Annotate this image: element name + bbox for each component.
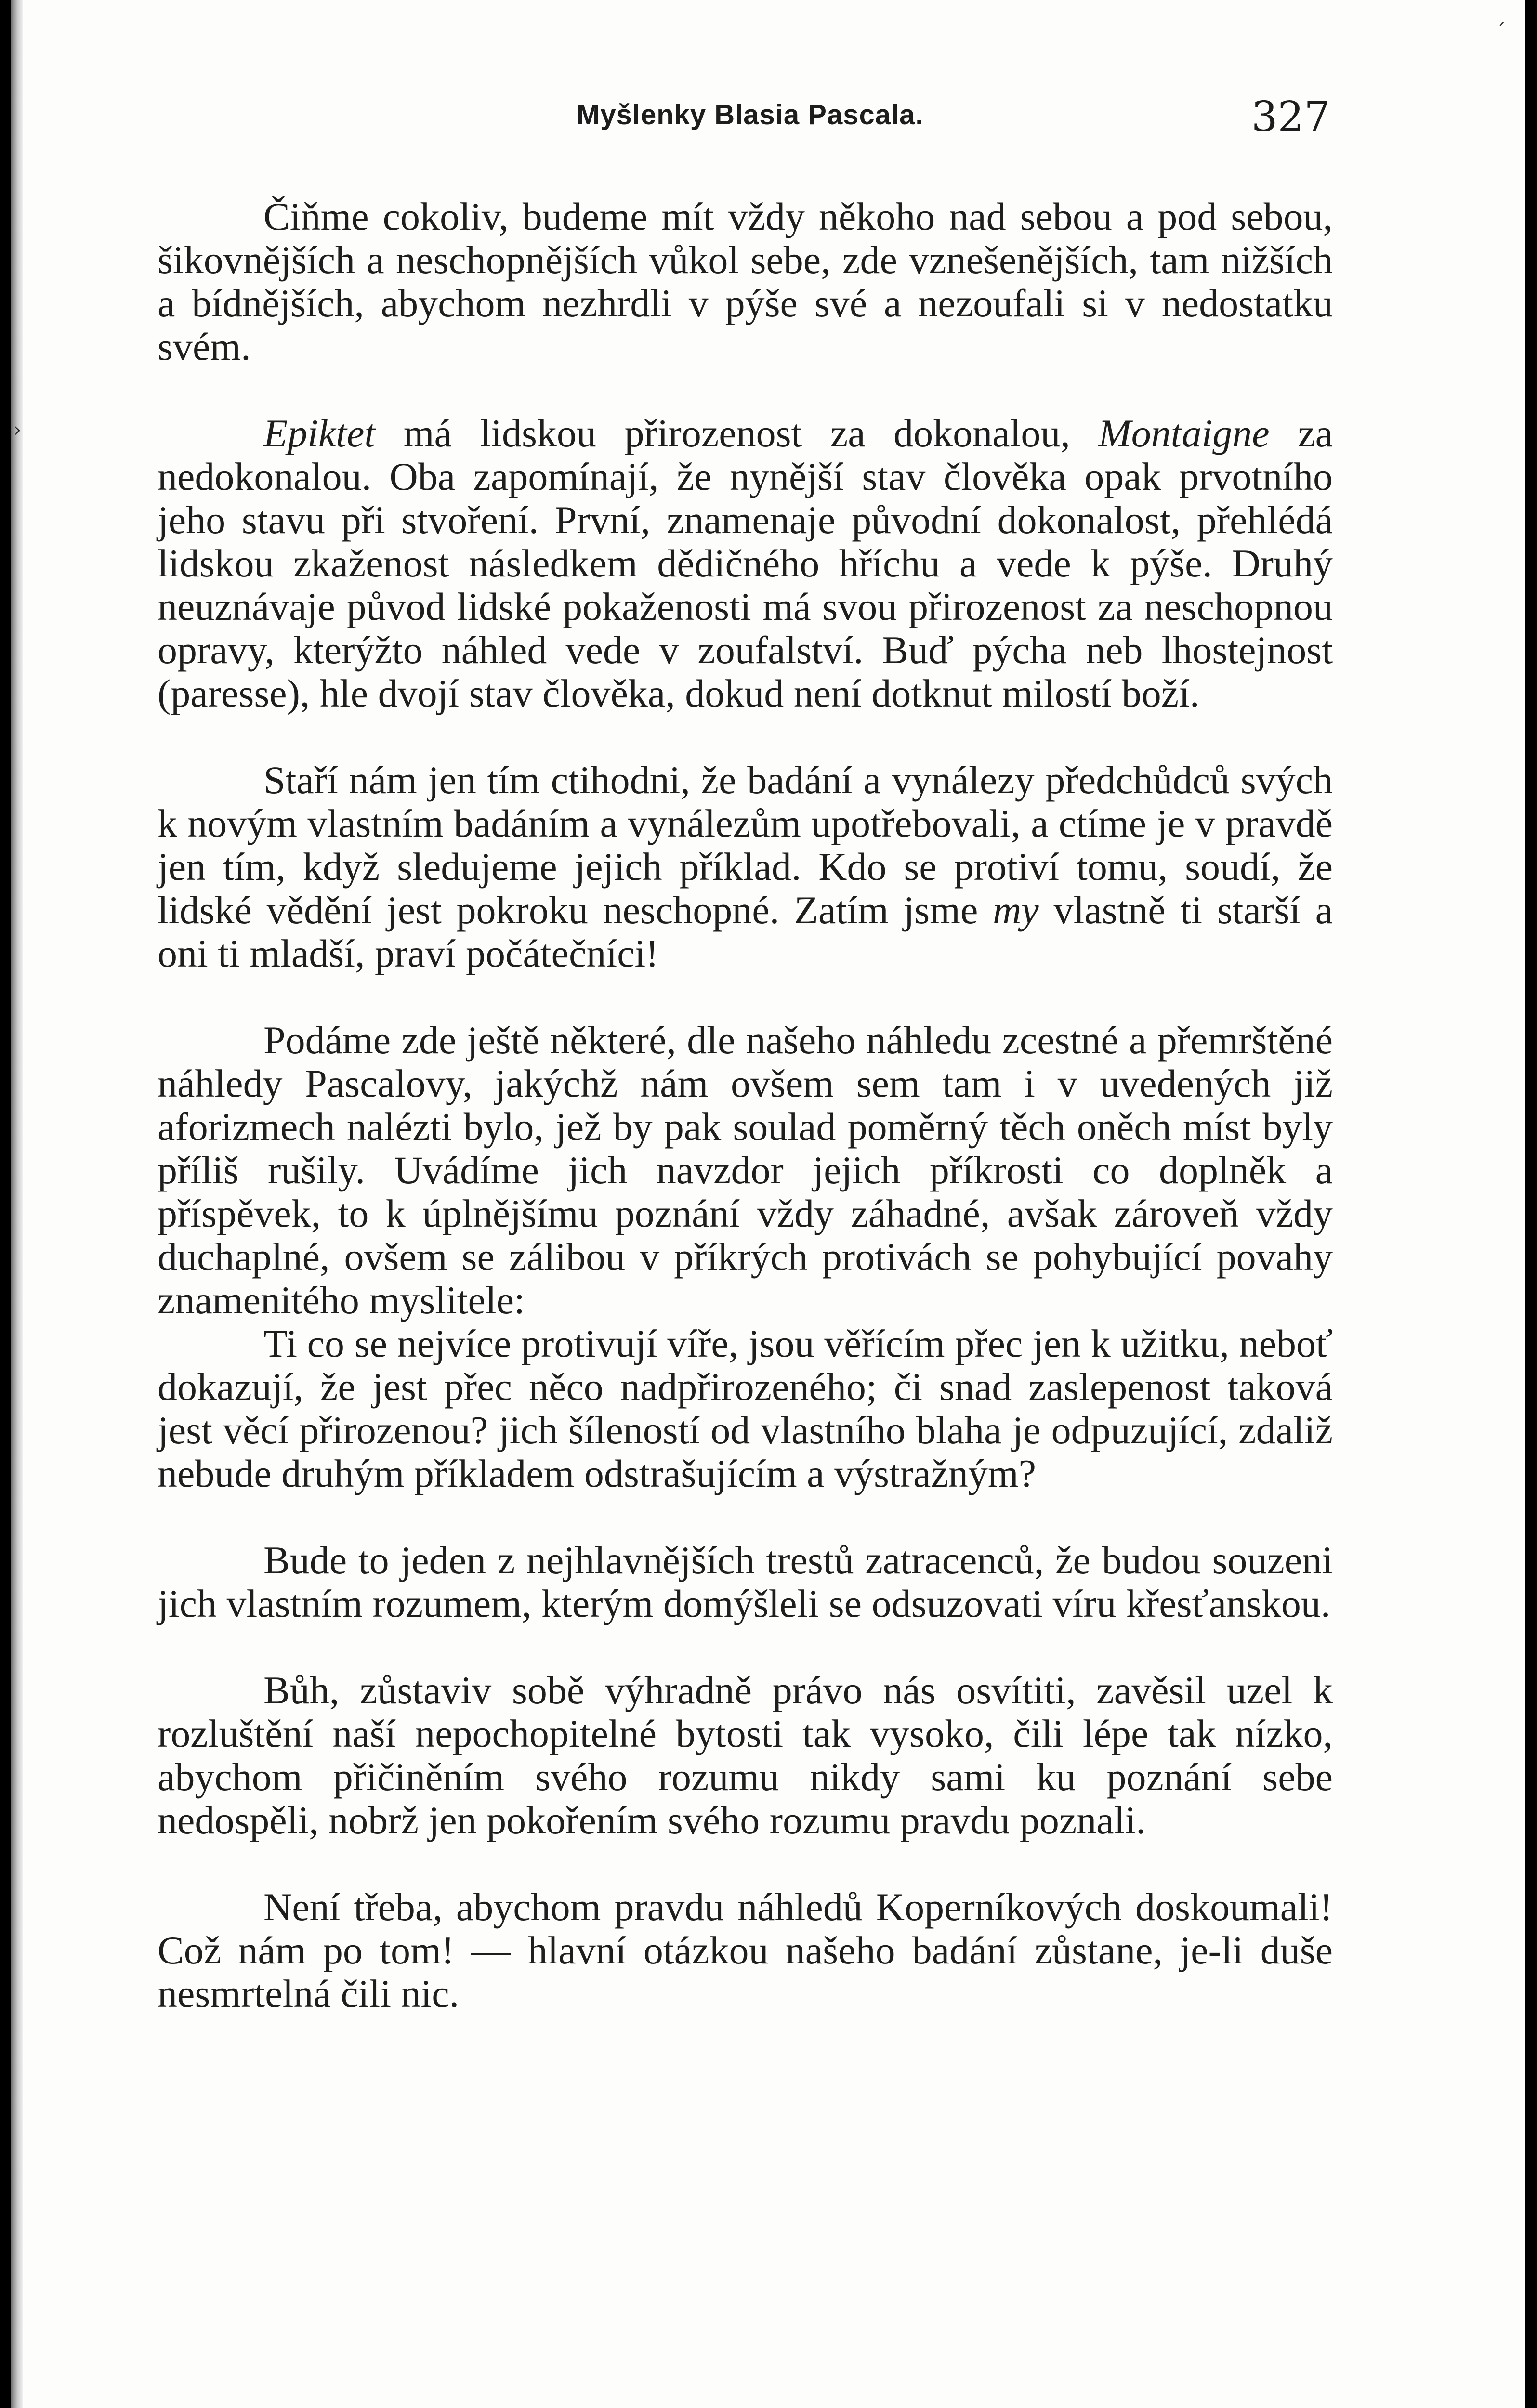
paragraph xyxy=(158,195,1333,368)
paragraph xyxy=(158,1669,1333,1842)
page-header xyxy=(160,89,1330,161)
running-title: Myšlenky Blasia Pascala. xyxy=(577,99,924,131)
paragraph-text: Ti co se nejvíce protivují víře, jsou věřícím přec jen k užitku, neboť dokazují, že jest přec něco nadpřirozeného; či snad zaslepenost taková jest věcí přirozenou? jich šíleností od vlastního blaha je odpuzující, zdaliž nebude druhým příkladem odstrašujícím a výstražným? xyxy=(158,1322,1333,1495)
book-page xyxy=(11,0,1525,2408)
paragraph-text: za nedokonalou. Oba zapomínají, že nynější stav člověka opak prvotního jeho stavu při stvoření. První, znamenaje původní dokonalost, přehlédá lidskou zkaženost následkem dědičného hříchu a vede k pýše. Druhý neuznávaje původ lidské pokaženosti má svou přirozenost za neschopnou opravy, kterýžto náhled vede v zoufalství. Buď pýcha neb lhostejnost (paresse), hle dvojí stav člověka, dokud není dotknut milostí boží. xyxy=(158,411,1333,715)
paragraph xyxy=(158,1885,1333,2015)
paragraph-text: Podáme zde ještě některé, dle našeho náhledu zcestné a přemrštěné náhledy Pascalovy, jakýchž nám ovšem sem tam i v uvedených již aforizmech nalézti bylo, jež by pak soulad poměrný těch oněch míst byly příliš rušily. Uvádíme jich navzdor jejich příkrosti co doplněk a příspěvek, to k úplnějšímu poznání vždy záhadné, avšak zároveň vždy duchaplné, ovšem se zálibou v příkrých protivách se pohybující povahy znamenitého myslitele: xyxy=(158,1018,1333,1322)
margin-mark: › xyxy=(13,419,21,441)
page-binding-edge xyxy=(11,0,23,2408)
paragraph-text: Bude to jeden z nejhlavnějších trestů zatracenců, že budou souzeni jich vlastním rozumem, kterým domýšleli se odsuzovati víru křesťanskou. xyxy=(158,1538,1333,1625)
paragraph xyxy=(158,1019,1333,1322)
corner-mark: ˊ xyxy=(1496,19,1506,44)
body-text xyxy=(158,195,1333,2059)
paragraph-text: má lidskou přirozenost za dokonalou, xyxy=(375,411,1099,455)
paragraph xyxy=(158,412,1333,715)
paragraph-text: Bůh, zůstaviv sobě výhradně právo nás osvítiti, zavěsil uzel k rozluštění naší nepochopitelné bytosti tak vysoko, čili lépe tak nízko, abychom přičiněním svého rozumu nikdy sami ku poznání sebe nedospěli, nobrž jen pokořením svého rozumu pravdu poznali. xyxy=(158,1668,1333,1842)
paragraph-text: vlastně ti starší a oni ti mladší, praví počátečníci! xyxy=(158,888,1333,975)
emphasis-my: my xyxy=(993,888,1039,932)
paragraph xyxy=(158,1539,1333,1625)
paragraph xyxy=(158,759,1333,975)
paragraph-text: Není třeba, abychom pravdu náhledů Koperníkových doskoumali! Což nám po tom! — hlavní otázkou našeho badání zůstane, je-li duše nesmrtelná čili nic. xyxy=(158,1885,1333,2015)
page-number: 327 xyxy=(1251,93,1330,141)
name-epiktet: Epiktet xyxy=(263,411,376,455)
paragraph-text: Staří nám jen tím ctihodni, že badání a vynálezy předchůdců svých k novým vlastním badáním a vynálezům upotřebovali, a ctíme je v pravdě jen tím, když sledujeme jejich příklad. Kdo se protiví tomu, soudí, že lidské vědění jest pokroku neschopné. Zatím jsme xyxy=(158,758,1333,932)
paragraph-text: Čiňme cokoliv, budeme mít vždy někoho nad sebou a pod sebou, šikovnějších a neschopnějších vůkol sebe, zde vznešenějších, tam nižších a bídnějších, abychom nezhrdli v pýše své a nezoufali si v nedostatku svém. xyxy=(158,195,1333,368)
paragraph xyxy=(158,1322,1333,1495)
name-montaigne: Montaigne xyxy=(1098,411,1270,455)
